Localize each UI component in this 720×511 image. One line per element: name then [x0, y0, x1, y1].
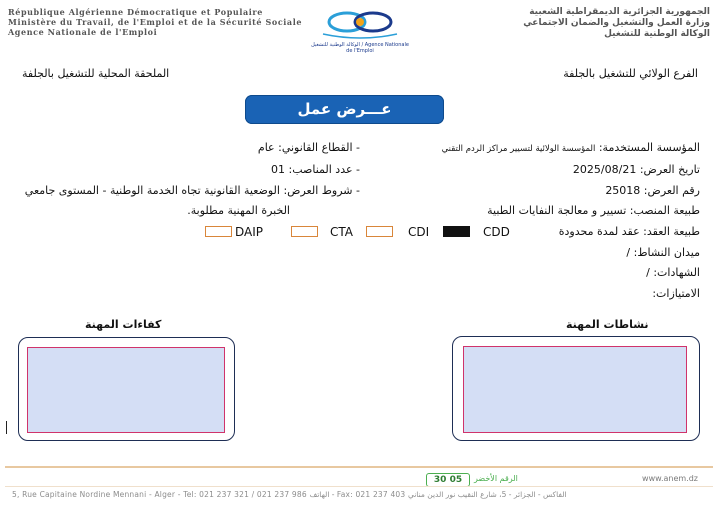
- checkbox-cdd[interactable]: [443, 226, 470, 237]
- employer-label: المؤسسة المستخدمة:: [598, 141, 700, 154]
- green-number-label: الرقم الأخضر: [474, 474, 518, 483]
- checkbox-cdi[interactable]: [366, 226, 393, 237]
- employer-value: المؤسسة الولائية لتسيير مراكز الردم التقني: [441, 144, 596, 154]
- activities-textbox[interactable]: [463, 346, 687, 433]
- activities-title: نشاطات المهنة: [566, 318, 649, 331]
- positions-count-field: - عدد المناصب: 01: [271, 163, 360, 176]
- logo-caption: الوكالة الوطنية للتشغيل / Agence Nationale de l'Emploi: [311, 42, 409, 54]
- arabic-header-line: الجمهورية الجزائرية الديمقراطية الشعبية: [529, 7, 710, 17]
- position-nature-field: طبيعة المنصب: تسيير و معالجة النفايات الطبية: [487, 204, 700, 217]
- arabic-header-line: الوكالة الوطنية للتشغيل: [604, 29, 710, 39]
- website-link[interactable]: www.anem.dz: [642, 474, 698, 483]
- contract-type-label: CDD: [483, 225, 510, 239]
- french-header-line: République Algérienne Démocratique et Populaire: [8, 7, 263, 17]
- checkbox-daip[interactable]: [205, 226, 232, 237]
- privileges-field: الامتيازات:: [652, 287, 700, 300]
- footer-divider: [5, 466, 713, 468]
- job-offer-title: عـــرض عمل: [245, 95, 444, 124]
- competencies-title: كفاءات المهنة: [85, 318, 162, 331]
- competencies-panel: [18, 337, 235, 441]
- competencies-textbox[interactable]: [27, 347, 225, 433]
- footer-divider-secondary: [5, 486, 713, 487]
- contract-nature-field: طبيعة العقد: عقد لمدة محدودة: [558, 225, 700, 238]
- french-header-line: Ministère du Travail, de l'Emploi et de la Sécurité Sociale: [8, 17, 303, 27]
- branch-right: الفرع الولائي للتشغيل بالجلفة: [563, 67, 698, 80]
- contract-type-label: CDI: [408, 225, 430, 239]
- green-number-badge: 30 05: [426, 473, 470, 487]
- activities-panel: [452, 336, 700, 441]
- branch-left: الملحقة المحلية للتشغيل بالجلفة: [22, 67, 170, 80]
- checkbox-cta[interactable]: [291, 226, 318, 237]
- certificates-field: الشهادات: /: [646, 266, 700, 279]
- offer-date-field: تاريخ العرض: 2025/08/21: [572, 163, 700, 176]
- activity-field: ميدان النشاط: /: [626, 246, 700, 259]
- offer-number-field: رقم العرض: 25018: [605, 184, 700, 197]
- french-header: [8, 7, 302, 37]
- contract-type-label: DAIP: [235, 225, 264, 239]
- experience-field: الخبرة المهنية مطلوبة.: [187, 204, 290, 217]
- french-header-line: Agence Nationale de l'Emploi: [8, 27, 158, 37]
- anem-logo-icon: [315, 6, 405, 40]
- arabic-header-line: وزارة العمل والتشغيل والضمان الاجتماعي: [523, 18, 710, 28]
- anem-logo: [310, 6, 410, 52]
- legal-sector-field: - القطاع القانوني: عام: [257, 141, 360, 154]
- arabic-header: [523, 7, 710, 40]
- text-cursor: [6, 421, 7, 434]
- offer-conditions-field: - شروط العرض: الوضعية القانونية تجاه الخدمة الوطنية - المستوى جامعي: [24, 184, 360, 197]
- employer-field: [442, 141, 700, 154]
- contract-type-label: CTA: [330, 225, 353, 239]
- footer-address: 5, Rue Capitaine Nordine Mennani - Alger - Tel: 021 237 321 / 021 237 986 الهاتف - Fax: 021 237 403 الفاكس - الجزائر - 5، شارع النقيب نور الدين مناني: [12, 490, 567, 499]
